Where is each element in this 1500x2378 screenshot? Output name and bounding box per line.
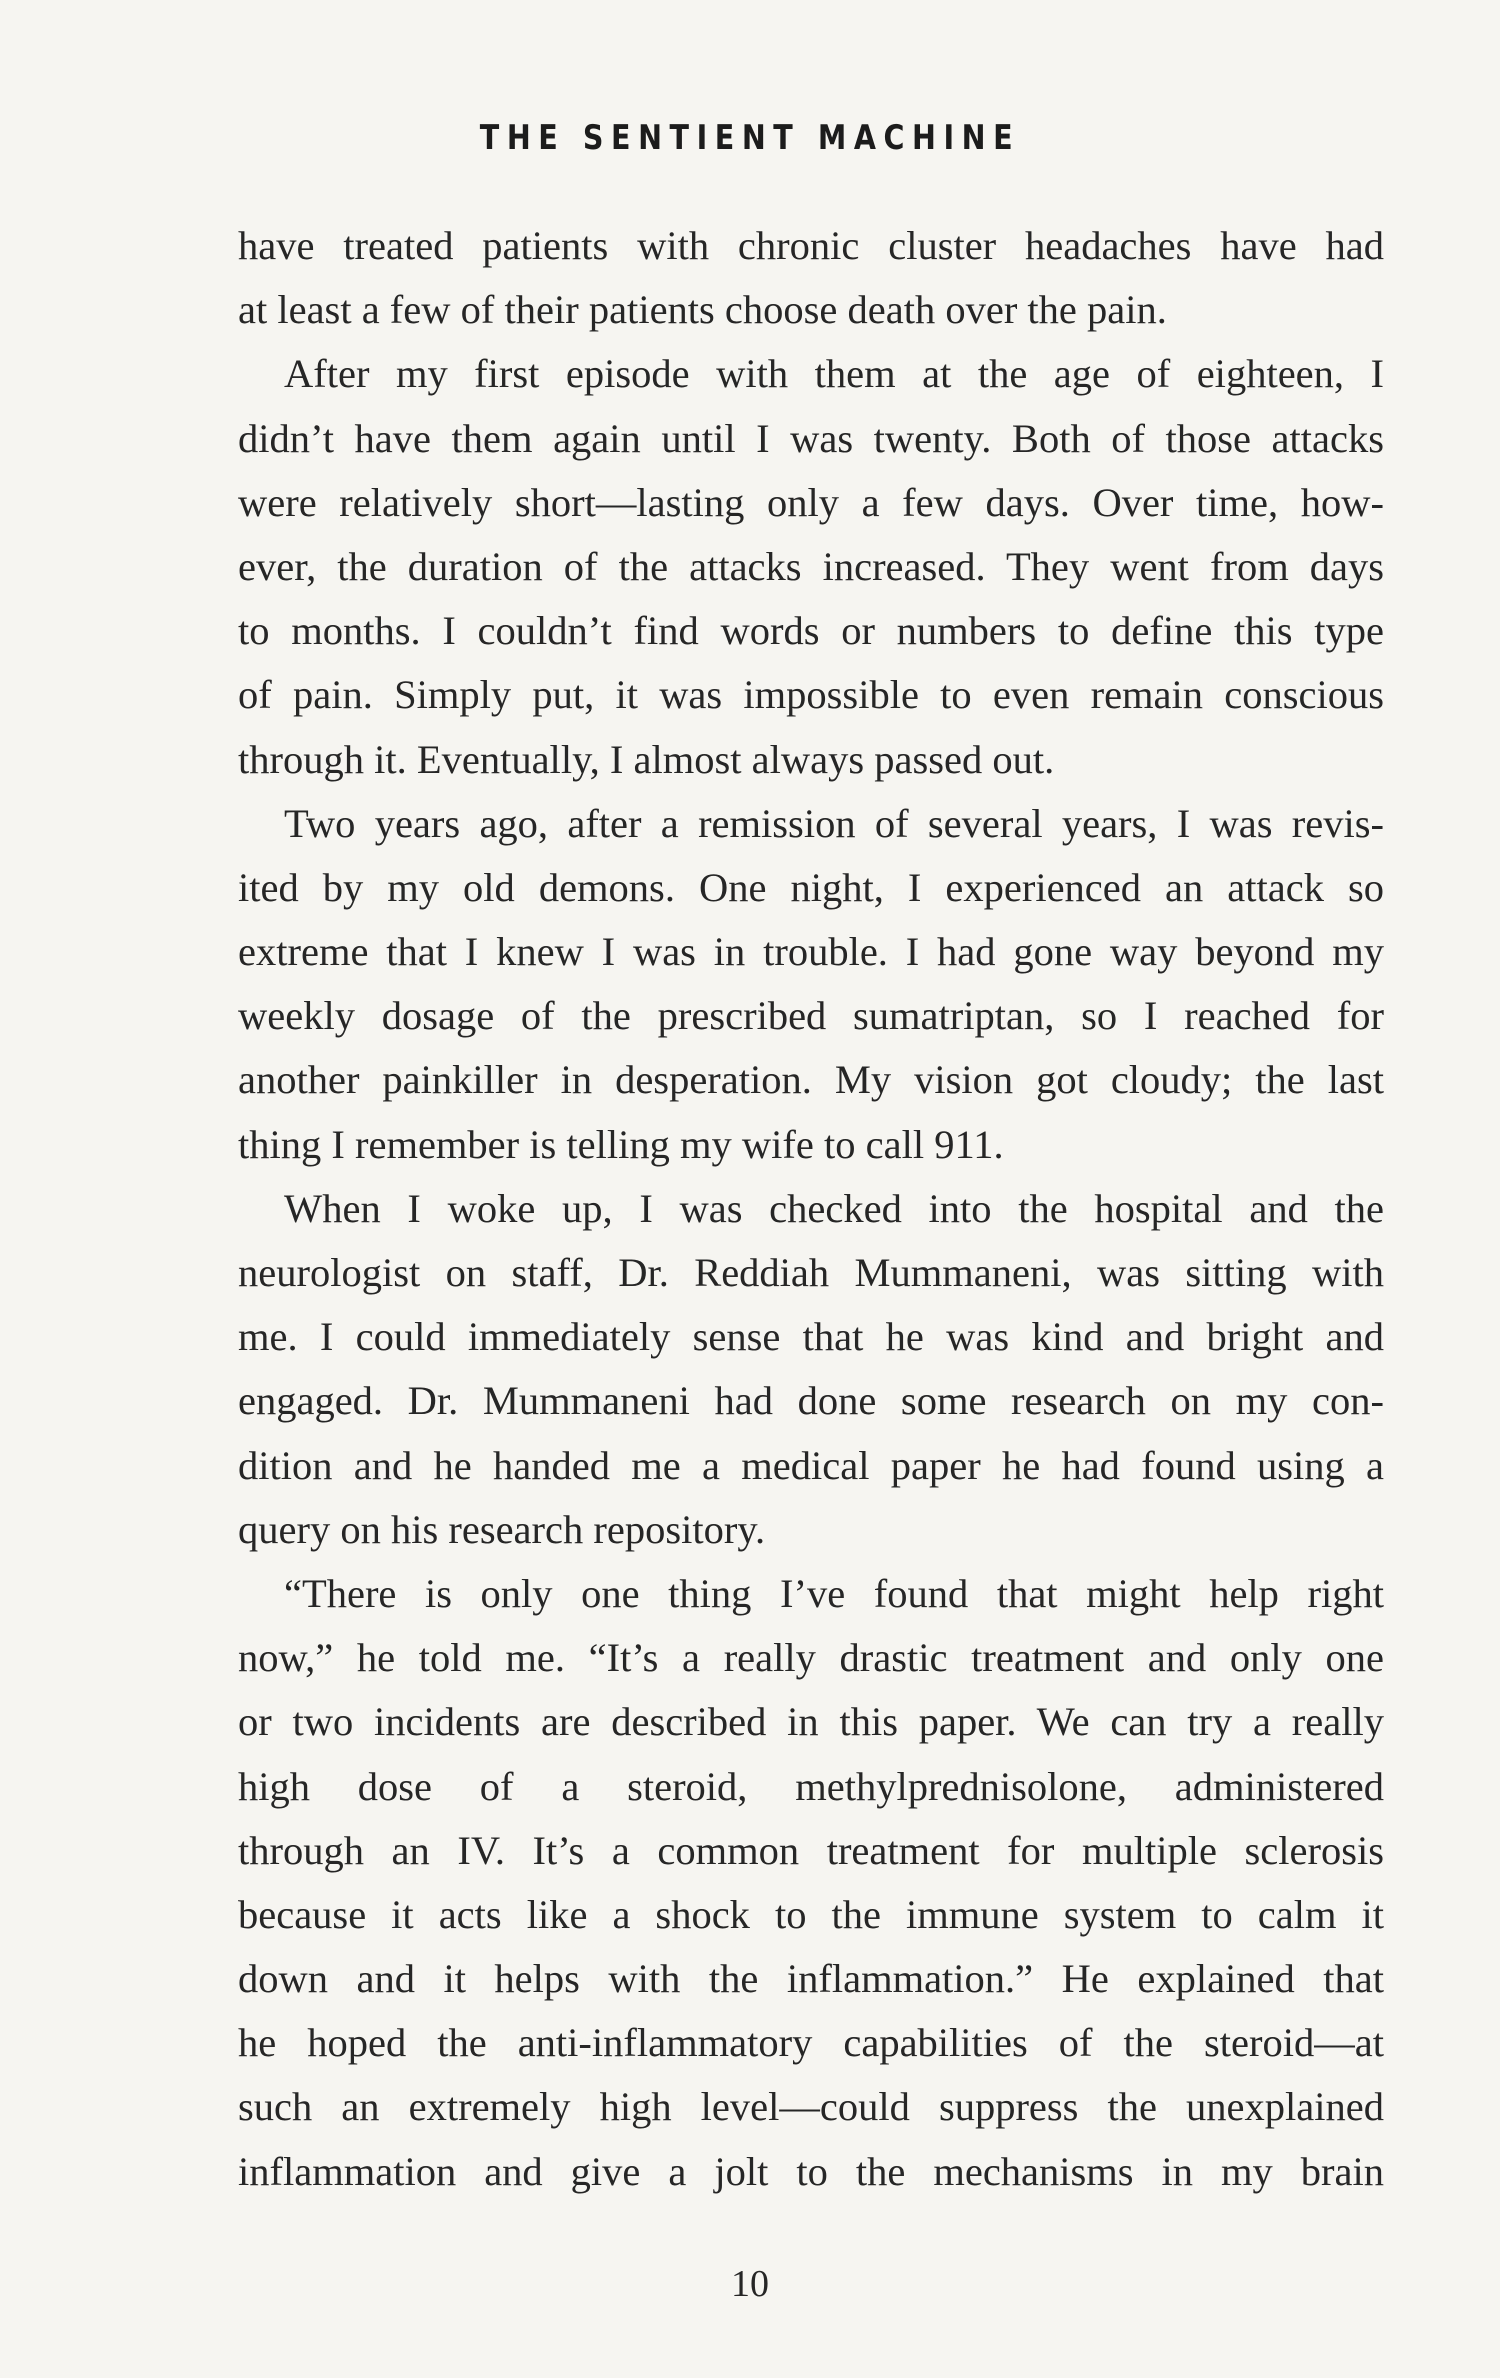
text-line: engaged. Dr. Mummaneni had done some research on my con- [238,1378,1384,1424]
body-text [238,214,1384,2204]
text-line: to months. I couldn’t find words or numbers to define this type [238,608,1384,654]
text-line: neurologist on staff, Dr. Reddiah Mummaneni, was sitting with [238,1250,1384,1295]
text-line: high dose of a steroid, methylprednisolone, administered [238,1763,1384,1809]
text-line: me. I could immediately sense that he was kind and bright and [238,1314,1384,1360]
text-line: now,” he told me. “It’s a really drastic treatment and only one [238,1635,1384,1681]
text-line: didn’t have them again until I was twenty. Both of those attacks [238,415,1384,461]
text-line: inflammation and give a jolt to the mechanisms in my brain [238,2148,1384,2194]
page-number: 10 [731,2263,769,2305]
text-line: query on his research repository. [238,1506,766,1552]
text-line: down and it helps with the inflammation.” He explained that [238,1956,1384,2002]
text-line: ited by my old demons. One night, I experienced an attack so [238,864,1384,910]
text-line: Two years ago, after a remission of several years, I was revis- [284,800,1384,846]
text-line: such an extremely high level—could suppress the unexplained [238,2084,1384,2130]
text-line: weekly dosage of the prescribed sumatriptan, so I reached for [238,993,1384,1039]
text-line: of pain. Simply put, it was impossible to even remain conscious [238,672,1384,718]
text-line: ever, the duration of the attacks increased. They went from days [238,543,1384,589]
text-line: extreme that I knew I was in trouble. I had gone way beyond my [238,929,1384,975]
text-line: at least a few of their patients choose death over the pain. [238,287,1167,333]
text-line: through an IV. It’s a common treatment for multiple sclerosis [238,1827,1384,1873]
text-line: have treated patients with chronic cluster headaches have had [238,223,1384,268]
text-line: “There is only one thing I’ve found that might help right [284,1570,1384,1616]
text-line: were relatively short—lasting only a few days. Over time, how- [238,479,1384,525]
text-line: or two incidents are described in this paper. We can try a really [238,1699,1384,1745]
running-head: THE SENTIENT MACHINE [479,118,1021,158]
text-line: through it. Eventually, I almost always passed out. [238,736,1055,782]
text-line: When I woke up, I was checked into the hospital and the [284,1185,1384,1231]
text-line: After my first episode with them at the age of eighteen, I [284,351,1384,397]
text-line: because it acts like a shock to the immune system to calm it [238,1891,1384,1937]
text-line: another painkiller in desperation. My vision got cloudy; the last [238,1057,1384,1103]
text-line: dition and he handed me a medical paper he had found using a [238,1442,1384,1488]
text-line: thing I remember is telling my wife to call 911. [238,1121,1004,1167]
text-line: he hoped the anti-inflammatory capabilities of the steroid—at [238,2020,1384,2066]
